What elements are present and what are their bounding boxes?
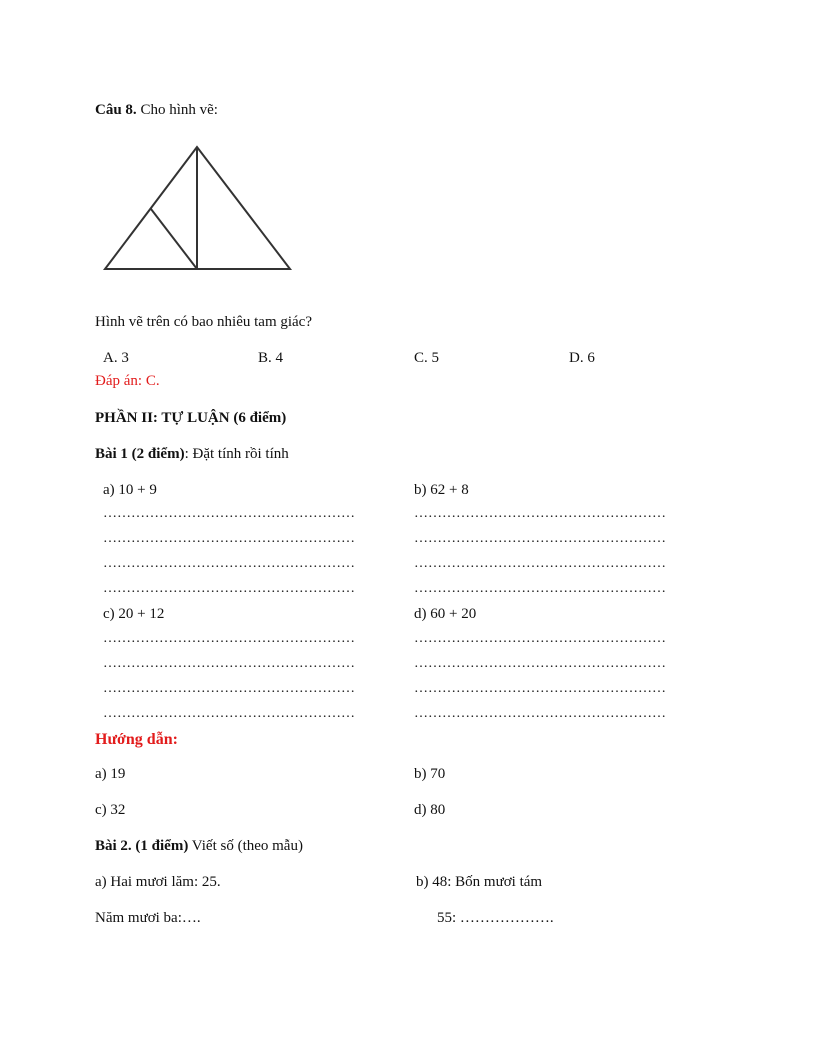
bai-1-text: : Đặt tính rồi tính xyxy=(184,446,289,462)
triangle-figure xyxy=(100,143,296,275)
bai-2-task-a: Năm mươi ba:…. xyxy=(95,910,201,926)
dotted-line: ……………………………………………… xyxy=(103,531,355,546)
dotted-line: ……………………………………………… xyxy=(414,656,666,671)
dotted-line: ……………………………………………… xyxy=(103,556,355,571)
question-8-label: Câu 8. xyxy=(95,102,137,118)
answer-a: a) 19 xyxy=(95,766,126,782)
exercise-c: c) 20 + 12 xyxy=(103,606,165,622)
question-8-heading xyxy=(95,101,218,119)
dotted-line: ……………………………………………… xyxy=(414,581,666,596)
option-a: A. 3 xyxy=(103,350,129,366)
answer-c: c) 32 xyxy=(95,802,126,818)
bai-2-label: Bài 2. (1 điểm) xyxy=(95,838,189,854)
answer-q8: Đáp án: C. xyxy=(95,373,160,389)
dotted-line: ……………………………………………… xyxy=(103,656,355,671)
option-d: D. 6 xyxy=(569,350,595,366)
dotted-line: ……………………………………………… xyxy=(414,556,666,571)
exercise-a: a) 10 + 9 xyxy=(103,482,157,498)
bai-2-text: Viết số (theo mẫu) xyxy=(188,838,303,854)
bai-2-heading xyxy=(95,837,303,855)
option-c: C. 5 xyxy=(414,350,440,366)
part-2-title: PHẦN II: TỰ LUẬN (6 điểm) xyxy=(95,410,287,426)
bai-2-example-a: a) Hai mươi lăm: 25. xyxy=(95,874,221,890)
bai-2-example-b: b) 48: Bốn mươi tám xyxy=(416,874,543,890)
dotted-line: ……………………………………………… xyxy=(414,531,666,546)
dotted-line: ……………………………………………… xyxy=(414,681,666,696)
dotted-line: ……………………………………………… xyxy=(414,631,666,646)
question-8-prompt: Hình vẽ trên có bao nhiêu tam giác? xyxy=(95,314,313,330)
bai-2-task-b: 55: ………………. xyxy=(437,910,554,926)
dotted-line: ……………………………………………… xyxy=(103,581,355,596)
answer-b: b) 70 xyxy=(414,766,446,782)
dotted-line: ……………………………………………… xyxy=(103,506,355,521)
bai-1-heading xyxy=(95,445,289,463)
dotted-line: ……………………………………………… xyxy=(414,506,666,521)
dotted-line: ……………………………………………… xyxy=(103,631,355,646)
option-b: B. 4 xyxy=(258,350,284,366)
question-8-text: Cho hình vẽ: xyxy=(136,102,218,118)
bai-1-label: Bài 1 (2 điểm) xyxy=(95,446,185,462)
exercise-d: d) 60 + 20 xyxy=(414,606,477,622)
dotted-line: ……………………………………………… xyxy=(414,706,666,721)
inner-segment xyxy=(151,209,197,269)
dotted-line: ……………………………………………… xyxy=(103,706,355,721)
dotted-line: ……………………………………………… xyxy=(103,681,355,696)
guide-heading: Hướng dẫn: xyxy=(95,731,178,748)
exercise-b: b) 62 + 8 xyxy=(414,482,469,498)
answer-d: d) 80 xyxy=(414,802,446,818)
